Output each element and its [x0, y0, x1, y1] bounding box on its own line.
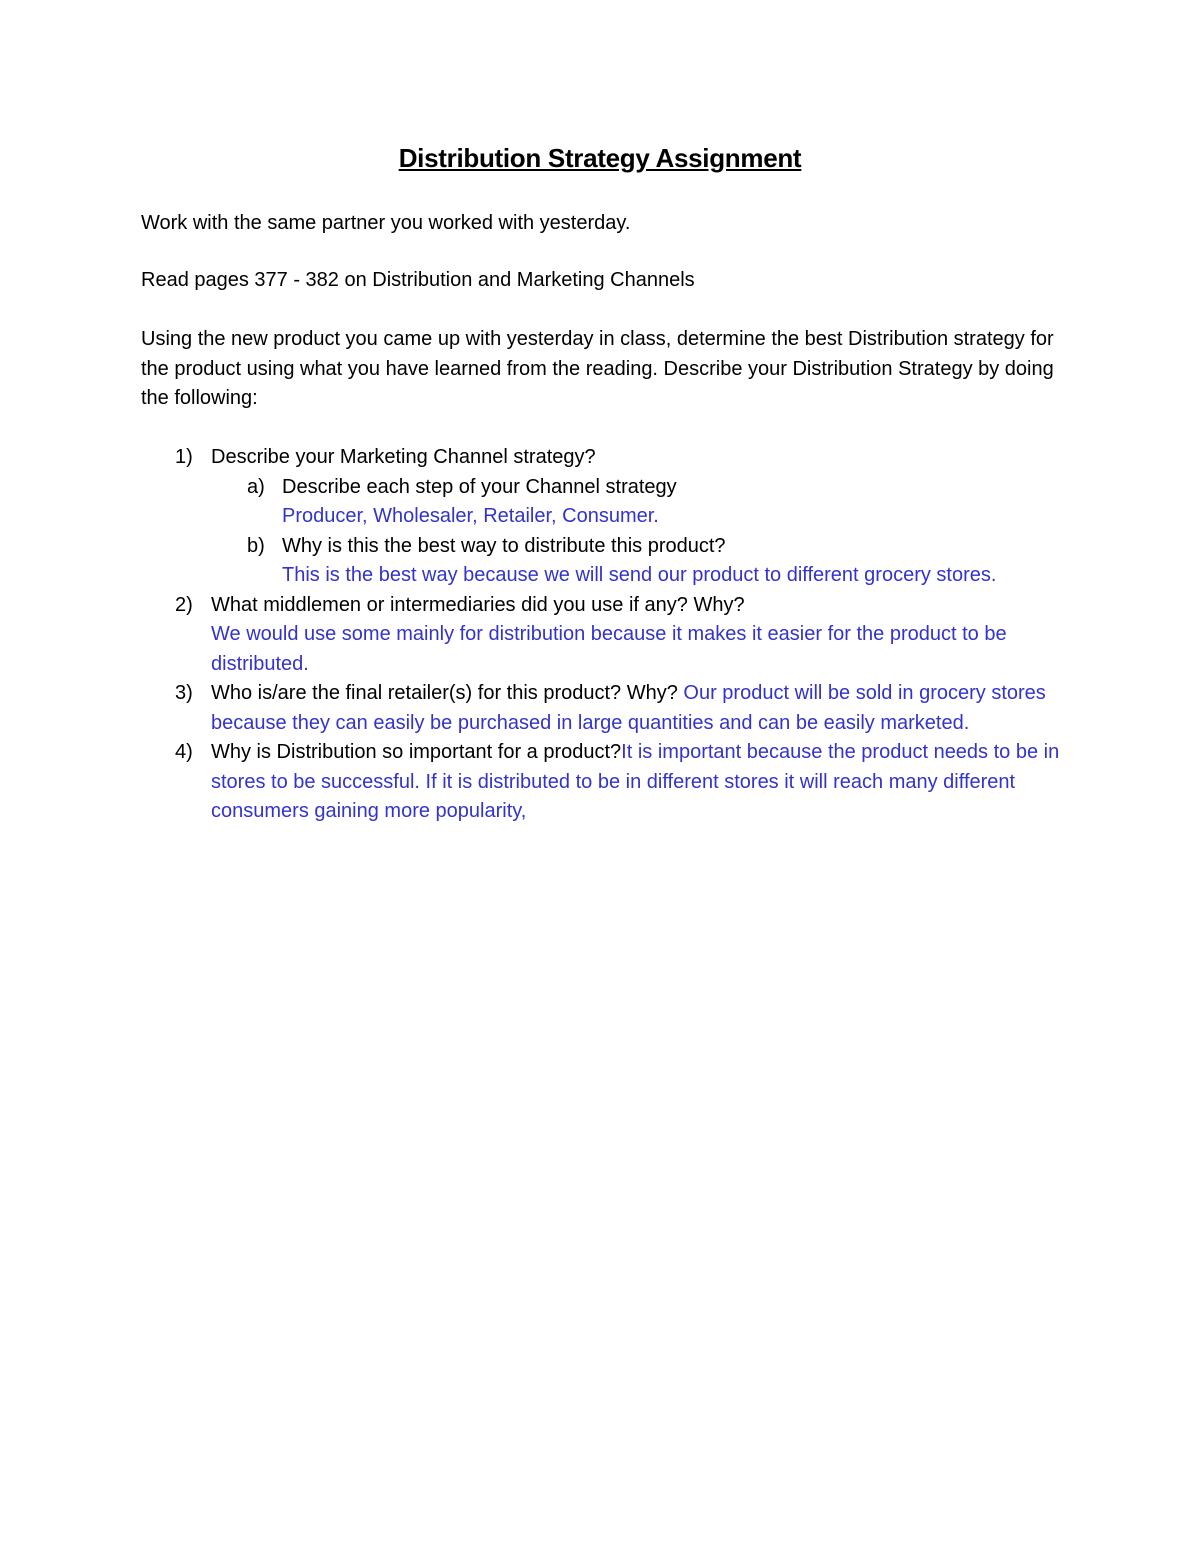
- question-text: Describe your Marketing Channel strategy?: [211, 446, 596, 468]
- answer-text: It is important because the product needs to be in stores to be successful. If it is distributed to be in different stores it will reach many different consumers gaining more popularity,: [211, 741, 1060, 822]
- instruction-task: Using the new product you came up with yesterday in class, determine the best Distribution strategy for the product using what you have learned from the reading. Describe your Distribution Strategy by doing the following:: [141, 328, 1054, 409]
- question-list: [141, 443, 1071, 827]
- subquestion-text: Describe each step of your Channel strategy: [282, 475, 677, 498]
- subquestion-1b: [211, 532, 1071, 591]
- question-text: Why is Distribution so important for a product?: [211, 741, 622, 763]
- question-text: Who is/are the final retailer(s) for this product? Why?: [211, 682, 684, 704]
- question-3: [141, 679, 1071, 738]
- question-text: What middlemen or intermediaries did you use if any? Why?: [211, 593, 745, 616]
- answer-text: Producer, Wholesaler, Retailer, Consumer.: [282, 505, 659, 527]
- question-number: 1): [175, 446, 193, 468]
- question-number: 4): [175, 741, 193, 763]
- question-1-subitems: [141, 473, 1071, 591]
- question-2: [141, 591, 1071, 680]
- question-number: 3): [175, 682, 193, 704]
- question-1: [141, 443, 1071, 473]
- subquestion-1a: [211, 473, 1071, 532]
- instruction-reading: Read pages 377 - 382 on Distribution and Marketing Channels: [141, 269, 695, 291]
- page-title: Distribution Strategy Assignment: [398, 143, 802, 173]
- answer-text: This is the best way because we will send our product to different grocery stores.: [282, 564, 997, 586]
- answer-text: We would use some mainly for distribution because it makes it easier for the product to be distributed.: [211, 623, 1007, 675]
- subquestion-text: Why is this the best way to distribute this product?: [282, 534, 726, 557]
- answer-text: Our product will be sold in grocery stores because they can easily be purchased in large quantities and can be easily marketed.: [211, 682, 1046, 734]
- subquestion-letter: b): [247, 534, 265, 557]
- subquestion-letter: a): [247, 475, 265, 498]
- instruction-partner: Work with the same partner you worked with yesterday.: [141, 212, 631, 234]
- question-4: [141, 738, 1071, 827]
- question-number: 2): [175, 593, 193, 616]
